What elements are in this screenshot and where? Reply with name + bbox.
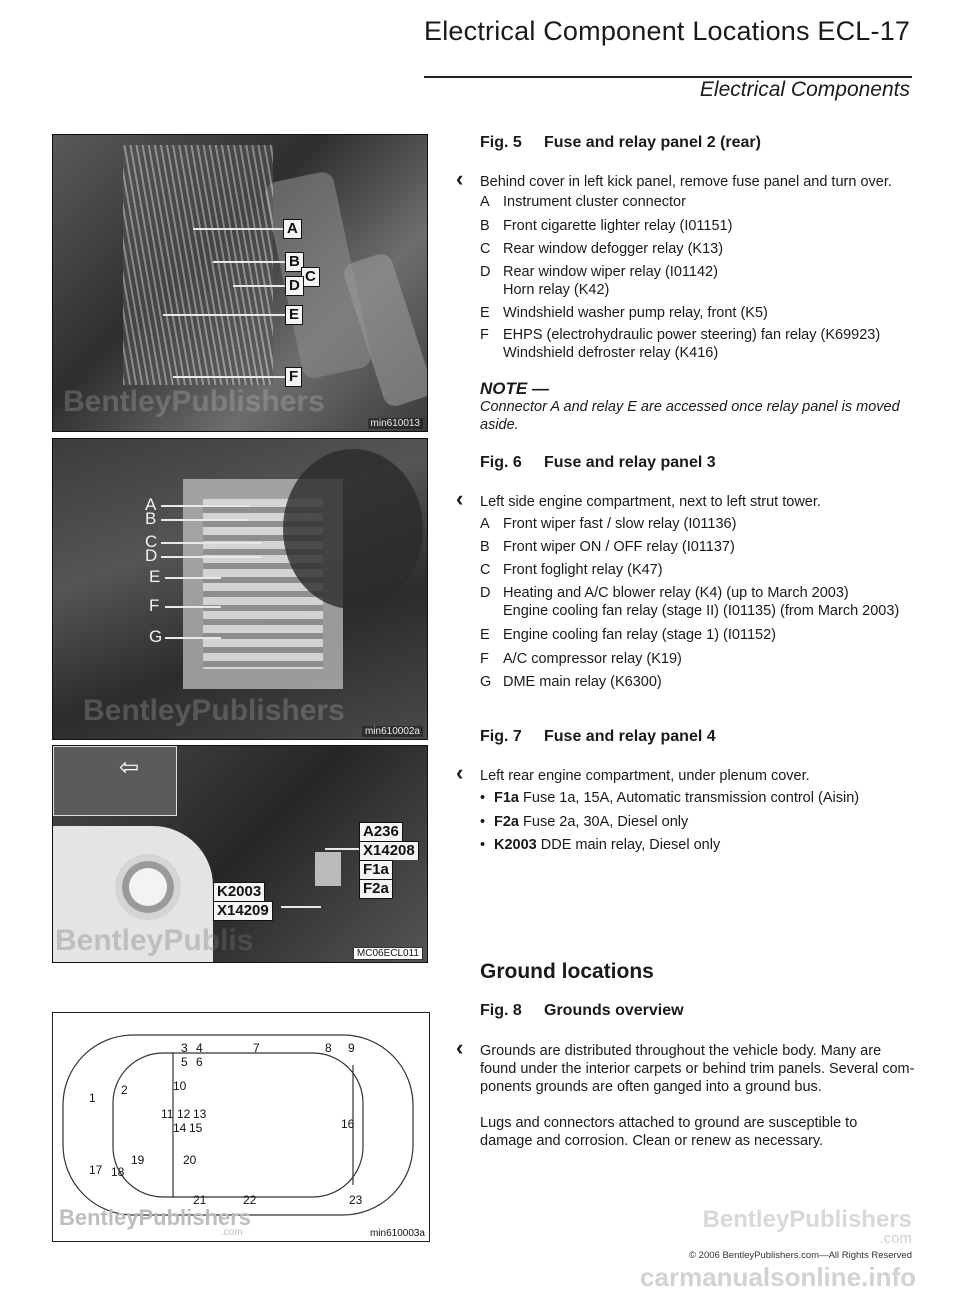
site-watermark: carmanualsonline.info bbox=[640, 1262, 916, 1292]
item-key: D bbox=[480, 264, 491, 280]
footer-brand-logo: BentleyPublishers bbox=[702, 1206, 912, 1233]
fig5-item bbox=[480, 326, 880, 362]
callout-leader bbox=[161, 519, 249, 521]
bullet-key: K2003 bbox=[494, 837, 537, 853]
grounds-diagram bbox=[52, 1012, 430, 1242]
ground-number: 21 bbox=[193, 1193, 207, 1207]
photo-round-cap bbox=[115, 854, 181, 920]
fig6-item bbox=[480, 673, 662, 691]
fig8-lead-line: found under the interior carpets or behind trim panels. Several com- bbox=[480, 1061, 915, 1077]
fig-title: Fuse and relay panel 4 bbox=[544, 728, 716, 745]
pointer-arrow-icon: ‹ bbox=[456, 486, 464, 511]
callout-leader bbox=[165, 637, 221, 639]
lead-text: Behind cover in left kick panel, remove fuse panel and turn over. bbox=[480, 174, 892, 190]
item-text: Rear window defogger relay (K13) bbox=[503, 241, 724, 257]
ground-number: 10 bbox=[173, 1079, 187, 1093]
ground-number: 7 bbox=[253, 1041, 260, 1055]
callout-leader bbox=[233, 285, 285, 287]
item-text: Front foglight relay (K47) bbox=[503, 562, 663, 578]
item-text: EHPS (electrohydraulic power steering) fan relay (K69923) bbox=[503, 327, 881, 343]
ground-number: 19 bbox=[131, 1153, 145, 1167]
callout-leader bbox=[213, 261, 285, 263]
section-title: Ground locations bbox=[480, 960, 654, 983]
watermark: BentleyPublishers bbox=[59, 1205, 251, 1230]
page-header-subtitle: Electrical Components bbox=[699, 78, 910, 101]
lead-text: Left side engine compartment, next to left strut tower. bbox=[480, 494, 821, 510]
fig-number: Fig. 7 bbox=[480, 728, 522, 745]
photo-code: min610013 bbox=[368, 418, 423, 429]
ground-number: 23 bbox=[349, 1193, 363, 1207]
lead-text: Left rear engine compartment, under plenum cover. bbox=[480, 768, 810, 784]
bullet-text: Fuse 1a, 15A, Automatic transmission control (Aisin) bbox=[523, 790, 860, 806]
fig5-lead bbox=[456, 166, 892, 191]
ground-number: 16 bbox=[341, 1117, 355, 1131]
bullet-icon: • bbox=[480, 814, 486, 830]
bullet-text: Fuse 2a, 30A, Diesel only bbox=[523, 814, 689, 830]
callout-leader bbox=[163, 314, 285, 316]
callout-label: F bbox=[285, 367, 302, 387]
car-cabin-outline bbox=[113, 1053, 363, 1197]
ground-number: 1 bbox=[89, 1091, 96, 1105]
note-text: Connector A and relay E are accessed once relay panel is moved aside. bbox=[480, 399, 900, 433]
callout-leader bbox=[165, 577, 221, 579]
photo-code: MC06ECL011 bbox=[353, 947, 423, 960]
callout-label: K2003 bbox=[213, 882, 265, 901]
fig7-bullet bbox=[480, 837, 720, 853]
item-key: C bbox=[480, 241, 491, 257]
inset-engine-photo bbox=[53, 746, 177, 816]
fig6-item bbox=[480, 584, 899, 620]
fig5-item bbox=[480, 304, 768, 322]
ground-number: 4 bbox=[196, 1041, 203, 1055]
item-text: Windshield washer pump relay, front (K5) bbox=[503, 305, 768, 321]
pointer-arrow-icon: ‹ bbox=[456, 166, 464, 191]
fig6-item bbox=[480, 515, 736, 533]
callout-label: D bbox=[285, 276, 304, 296]
bullet-key: F1a bbox=[494, 790, 519, 806]
ground-paragraph: Lugs and connectors attached to ground are susceptible to damage and corrosion. Clean or renew as necessary. bbox=[480, 1115, 858, 1149]
fig7-bullet bbox=[480, 790, 859, 806]
fig-number: Fig. 6 bbox=[480, 454, 522, 471]
fig8-heading bbox=[480, 1002, 684, 1020]
fig-title: Fuse and relay panel 3 bbox=[544, 454, 716, 471]
ground-number: 5 bbox=[181, 1055, 188, 1069]
photo-fuse-panel-3 bbox=[52, 438, 428, 740]
callout-leader bbox=[161, 542, 261, 544]
callout-label: A236 bbox=[359, 822, 403, 841]
note-heading: NOTE — bbox=[480, 379, 549, 398]
item-key: G bbox=[480, 674, 492, 690]
item-key: D bbox=[480, 585, 491, 601]
pointer-arrow-icon: ‹ bbox=[456, 760, 464, 785]
callout-label: B bbox=[285, 252, 304, 272]
item-key: F bbox=[480, 651, 489, 667]
bullet-icon: • bbox=[480, 837, 486, 853]
bullet-icon: • bbox=[480, 790, 486, 806]
ground-number: 2 bbox=[121, 1083, 128, 1097]
fig7-bullet bbox=[480, 814, 688, 830]
photo-wire-bundle bbox=[123, 145, 273, 385]
item-key: E bbox=[480, 305, 490, 321]
fig5-item bbox=[480, 263, 718, 299]
fig5-item bbox=[480, 193, 686, 211]
fig8-lead-line: ponents grounds are often ganged into a ground bus. bbox=[480, 1079, 822, 1095]
callout-label: C bbox=[301, 267, 320, 287]
ground-number: 22 bbox=[243, 1193, 257, 1207]
ground-number: 11 bbox=[161, 1107, 174, 1121]
photo-code: min610003a bbox=[369, 1228, 425, 1239]
item-key: C bbox=[480, 562, 491, 578]
fig-number: Fig. 8 bbox=[480, 1002, 522, 1019]
callout-label: F1a bbox=[359, 860, 393, 879]
item-text: Front wiper ON / OFF relay (I01137) bbox=[503, 539, 735, 555]
item-text: Rear window wiper relay (I01142) bbox=[503, 264, 718, 280]
ground-number: 3 bbox=[181, 1041, 188, 1055]
fig6-item bbox=[480, 626, 776, 644]
callout-leader bbox=[325, 848, 359, 850]
fig5-heading bbox=[480, 134, 761, 152]
callout-label: B bbox=[145, 509, 157, 528]
ground-number: 9 bbox=[348, 1041, 355, 1055]
watermark: BentleyPublishers bbox=[83, 694, 345, 727]
item-key: E bbox=[480, 627, 490, 643]
callout-label: E bbox=[149, 567, 161, 586]
ground-number: 12 bbox=[177, 1107, 191, 1121]
callout-leader bbox=[281, 906, 321, 908]
item-text: Instrument cluster connector bbox=[503, 194, 686, 210]
photo-relay-box bbox=[315, 852, 341, 886]
fig-title: Grounds overview bbox=[544, 1002, 684, 1019]
photo-fuse-panel-4 bbox=[52, 745, 428, 963]
footer-brand-sub: .com bbox=[879, 1230, 912, 1247]
callout-label: X14209 bbox=[213, 901, 273, 921]
callout-leader bbox=[193, 228, 283, 230]
item-text: Heating and A/C blower relay (K4) (up to March 2003) bbox=[503, 585, 849, 601]
fig-number: Fig. 5 bbox=[480, 134, 522, 151]
fig8-lead bbox=[456, 1035, 882, 1060]
photo-fuse-panel-2 bbox=[52, 134, 428, 432]
fig6-lead bbox=[456, 486, 821, 511]
page-header-title: Electrical Component Locations ECL-17 bbox=[424, 16, 911, 46]
callout-label: D bbox=[145, 546, 158, 565]
callout-label: G bbox=[149, 627, 163, 646]
item-subtext: Horn relay (K42) bbox=[503, 282, 610, 298]
ground-number: 18 bbox=[111, 1165, 125, 1179]
item-subtext: Windshield defroster relay (K416) bbox=[503, 345, 719, 361]
ground-number: 20 bbox=[183, 1153, 197, 1167]
callout-label: A bbox=[283, 219, 302, 239]
item-text: Front cigarette lighter relay (I01151) bbox=[503, 218, 733, 234]
fig6-item bbox=[480, 538, 735, 556]
callout-label: X14208 bbox=[359, 841, 419, 860]
fig6-heading bbox=[480, 454, 716, 472]
callout-label: C bbox=[145, 532, 158, 551]
fig7-heading bbox=[480, 728, 716, 746]
fig5-item bbox=[480, 217, 732, 235]
item-subtext: Engine cooling fan relay (stage II) (I01135) (from March 2003) bbox=[503, 603, 900, 619]
item-key: B bbox=[480, 218, 490, 234]
pointer-arrow-icon: ‹ bbox=[456, 1035, 464, 1060]
car-body-outline bbox=[63, 1035, 413, 1215]
photo-code: min610002a bbox=[362, 726, 423, 737]
fig6-item bbox=[480, 561, 663, 579]
ground-number: 15 bbox=[189, 1121, 203, 1135]
fig7-lead bbox=[456, 760, 810, 785]
bullet-text: DDE main relay, Diesel only bbox=[540, 837, 721, 853]
bullet-key: F2a bbox=[494, 814, 519, 830]
ground-number: 6 bbox=[196, 1055, 203, 1069]
item-text: Engine cooling fan relay (stage 1) (I01152) bbox=[503, 627, 776, 643]
item-text: A/C compressor relay (K19) bbox=[503, 651, 682, 667]
ground-number: 14 bbox=[173, 1121, 187, 1135]
callout-leader bbox=[173, 376, 285, 378]
ground-number: 13 bbox=[193, 1107, 207, 1121]
callout-label: E bbox=[285, 305, 303, 325]
fig6-item bbox=[480, 650, 682, 668]
lead-text: Grounds are distributed throughout the vehicle body. Many are bbox=[480, 1043, 882, 1059]
item-key: A bbox=[480, 516, 490, 532]
item-key: B bbox=[480, 539, 490, 555]
callout-leader bbox=[161, 505, 249, 507]
fig5-item bbox=[480, 240, 723, 258]
photo-strut-tower bbox=[283, 449, 423, 609]
ground-number: 17 bbox=[89, 1163, 103, 1177]
item-text: DME main relay (K6300) bbox=[503, 674, 662, 690]
ground-number: 8 bbox=[325, 1041, 332, 1055]
watermark: BentleyPublishers bbox=[63, 385, 325, 418]
callout-label: F bbox=[149, 596, 160, 615]
inset-arrow-icon: ⇦ bbox=[119, 754, 140, 781]
footer-copyright: © 2006 BentleyPublishers.com—All Rights Reserved bbox=[689, 1250, 912, 1261]
callout-label: A bbox=[145, 495, 157, 514]
callout-leader bbox=[165, 606, 221, 608]
watermark: BentleyPublis bbox=[55, 924, 254, 957]
callout-leader bbox=[161, 556, 261, 558]
item-text: Front wiper fast / slow relay (I01136) bbox=[503, 516, 737, 532]
watermark-sub: .com bbox=[221, 1227, 243, 1238]
item-key: A bbox=[480, 194, 490, 210]
callout-label: F2a bbox=[359, 879, 393, 899]
item-key: F bbox=[480, 327, 489, 343]
fig-title: Fuse and relay panel 2 (rear) bbox=[544, 134, 761, 151]
